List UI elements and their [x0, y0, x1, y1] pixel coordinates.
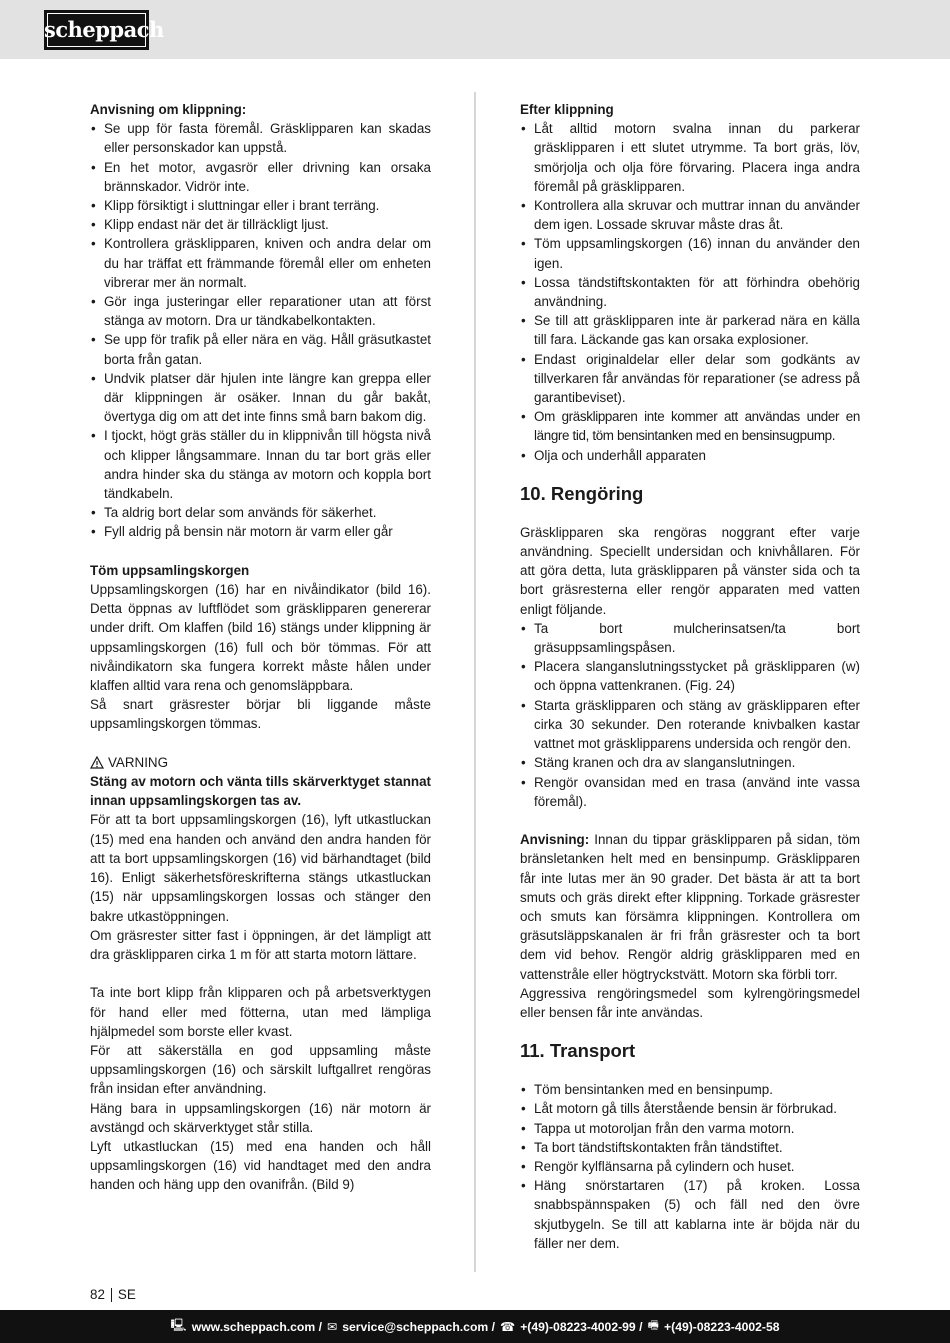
sakerstalla-paragraph: För att säkerställa en god uppsamling måste uppsamlingskorgen (16) och särskilt luftgallret rengöras från insidan efter användning. [90, 1042, 431, 1097]
computer-icon: 🖳 [170, 1318, 187, 1332]
list-item: • Olja och underhåll apparaten [520, 446, 860, 465]
list-item: • Undvik platser där hjulen inte längre kan greppa eller där klippningen är osäker. Innan du går bakåt, övertyga dig om att det inte finns små barn bakom dig. [90, 369, 431, 427]
efter-heading: Efter klippning [520, 102, 614, 117]
warning-line [90, 753, 431, 772]
list-item: • Töm uppsamlingskorgen (16) innan du använder den igen. [520, 234, 860, 272]
anvisning-text: Innan du tippar gräsklipparen på sidan, töm bränsletanken helt med en bensinpump. Gräsklipparen får inte lutas mer än 90 grader. Det bästa är att ta bort smuts och gräs direkt efter klippning. Torkade gräsrester och smuts kan försämra klippningen. Kontrollera om gräsutsläppskanalen är fri från gräsrester och ta bort dem vid behov. Rengör aldrig gräsklipparen med en vattenstråle eller högtryckstvätt. Motorn ska förbli torr. [520, 832, 860, 982]
anvisning-label: Anvisning: [520, 832, 590, 848]
mail-icon: ✉ [326, 1319, 338, 1334]
page-footer [90, 1287, 136, 1302]
phone-number: +(49)-08223-4002-99 / [520, 1319, 643, 1334]
tom-heading: Töm uppsamlingskorgen [90, 562, 250, 578]
list-item: • Ta aldrig bort delar som används för säkerhet. [90, 503, 431, 522]
scheppach-logo: scheppach [44, 10, 149, 50]
anvisning-paragraph [520, 830, 860, 984]
page-separator [111, 1288, 112, 1302]
warning-paragraph-2: Om gräsrester sitter fast i öppningen, är det lämpligt att dra gräsklipparen cirka 1 m för att starta motorn lättare. [90, 927, 431, 962]
list-item: • Ta bort tändstiftskontakten från tändstiftet. [520, 1138, 860, 1157]
rengoring-paragraph: Gräsklipparen ska rengöras noggrant efter varje användning. Speciellt undersidan och knivhållaren. För att göra detta, luta gräsklipparen på vänster sida och ta bort gräsresterna eller rengör apparaten med vatten enligt följande. [520, 524, 860, 617]
list-item: • Om gräsklipparen inte kommer att användas under en längre tid, töm bensintanken med en bensinsugpump. [520, 407, 860, 445]
warning-triangle-icon [90, 756, 104, 769]
list-item: • Se till att gräsklipparen inte är parkerad nära en källa till fara. Läckande gas kan orsaka explosioner. [520, 311, 860, 349]
aggressiva-paragraph: Aggressiva rengöringsmedel som kylrengöringsmedel eller bensen får inte användas. [520, 985, 860, 1020]
right-column [520, 100, 860, 1253]
list-item: • Lossa tändstiftskontakten för att förhindra obehörig användning. [520, 273, 860, 311]
tom-paragraph-2: Så snart gräsrester börjar bli liggande måste uppsamlingskorgen tömmas. [90, 697, 431, 732]
anvisning-heading: Anvisning om klippning: [90, 102, 247, 117]
phone-icon: ☎ [500, 1319, 516, 1334]
tom-paragraph-1: Uppsamlingskorgen (16) har en nivåindikator (bild 16). Detta öppnas av luftflödet som gräsklipparen genererar under drift. Om klaffen (bild 16) stängs under klippning är uppsamlingskorgen (16) full och bör tömmas. För att nivåindikatorn ska fungera korrekt måste hålen under klaffen alltid vara rena och genomsläppbara. [90, 582, 431, 694]
warning-paragraph-1: För att ta bort uppsamlingskorgen (16), lyft utkastluckan (15) med ena handen och använd den andra handen för att ta bort uppsamlingskorgen (16) vid bärhandtaget (bild 16). Enligt säkerhetsföreskrifterna stängs utkastluckan (15) när uppsamlingskorgen lossas och stänger den bakre utkastöppningen. [90, 812, 431, 924]
list-item: • Kontrollera alla skruvar och muttrar innan du använder dem igen. Lossade skruvar måste dras åt. [520, 196, 860, 234]
anvisning-list [90, 119, 431, 541]
page-number: 82 [90, 1287, 105, 1302]
list-item: • Fyll aldrig på bensin när motorn är varm eller går [90, 522, 431, 541]
hang-paragraph: Häng bara in uppsamlingskorgen (16) när motorn är avstängd och skärverktyget står stilla. [90, 1100, 431, 1135]
left-column [90, 100, 431, 1195]
list-item: • Gör inga justeringar eller reparationer utan att först stänga av motorn. Dra ur tändkabelkontakten. [90, 292, 431, 330]
list-item: • Se upp för fasta föremål. Gräsklipparen kan skadas eller personskador kan uppstå. [90, 119, 431, 157]
list-item: • En het motor, avgasrör eller drivning kan orsaka brännskador. Vidrör inte. [90, 158, 431, 196]
section-10-title: 10. Rengöring [520, 482, 644, 504]
header-band [0, 0, 950, 59]
list-item: • Starta gräsklipparen och stäng av gräsklipparen efter cirka 30 sekunder. Den roterande knivbalken kastar vattnet mot gräsklipparens undersida och rengör den. [520, 696, 860, 754]
efter-list [520, 119, 860, 465]
list-item: • Klipp endast när det är tillräckligt ljust. [90, 215, 431, 234]
list-item: • Placera slanganslutningsstycket på gräsklipparen (w) och öppna vattenkranen. (Fig. 24) [520, 657, 860, 695]
list-item: • Låt alltid motorn svalna innan du parkerar gräsklipparen i ett slutet utrymme. Ta bort gräs, löv, smörjolja och olja före förvaring. Placera inga andra föremål på gräsklipparen. [520, 119, 860, 196]
list-item: • Häng snörstartaren (17) på kroken. Lossa snabbspännspaken (5) och fäll ned den övre skjutbygeln. Se till att kablarna inte är böjda när du fäller ner dem. [520, 1176, 860, 1253]
list-item: • Låt motorn gå tills återstående bensin är förbrukad. [520, 1099, 860, 1118]
list-item: • Se upp för trafik på eller nära en väg. Håll gräsutkastet borta från gatan. [90, 330, 431, 368]
section-11-title: 11. Transport [520, 1040, 636, 1062]
language-code: SE [117, 1287, 136, 1302]
list-item: • Stäng kranen och dra av slanganslutningen. [520, 753, 860, 772]
lyft-paragraph: Lyft utkastluckan (15) med ena handen och håll uppsamlingskorgen (16) vid handtaget med den andra handen och häng upp den ovanifrån. (Bild 9) [90, 1138, 431, 1193]
klipp-paragraph: Ta inte bort klipp från klipparen och på arbetsverktygen för hand eller med fötterna, utan med lämpliga hjälpmedel som borste eller kvast. [90, 985, 431, 1039]
website-link[interactable]: www.scheppach.com / [191, 1319, 322, 1334]
transport-list [520, 1080, 860, 1253]
list-item: • Tappa ut motoroljan från den varma motorn. [520, 1119, 860, 1138]
fax-number: +(49)-08223-4002-58 [664, 1319, 780, 1334]
fax-icon: 🖷 [647, 1318, 660, 1332]
list-item: • Ta bort mulcherinsatsen/ta bort gräsuppsamlingspåsen. [520, 619, 860, 657]
contact-bar [0, 1310, 950, 1343]
list-item: • Klipp försiktigt i sluttningar eller i brant terräng. [90, 196, 431, 215]
list-item: • I tjockt, högt gräs ställer du in klippnivån till högsta nivå och klipper långsammare. Innan du tar bort gräs eller andra hinder ska du stänga av motorn och koppla bort tändkabeln. [90, 426, 431, 503]
rengoring-list [520, 619, 860, 811]
email-link[interactable]: service@scheppach.com / [342, 1319, 495, 1334]
warning-label: VARNING [108, 754, 169, 770]
list-item: • Töm bensintanken med en bensinpump. [520, 1080, 860, 1099]
list-item: • Endast originaldelar eller delar som godkänts av tillverkaren får användas för reparationer (se adress på garantibeviset). [520, 350, 860, 408]
list-item: • Rengör ovansidan med en trasa (använd inte vassa föremål). [520, 773, 860, 811]
warning-bold-text: Stäng av motorn och vänta tills skärverktyget stannat innan uppsamlingskorgen tas av. [90, 774, 431, 809]
column-divider [474, 92, 476, 1272]
list-item: • Rengör kylflänsarna på cylindern och huset. [520, 1157, 860, 1176]
list-item: • Kontrollera gräsklipparen, kniven och andra delar om du har träffat ett främmande föremål eller om enheten vibrerar mer än normalt. [90, 234, 431, 292]
